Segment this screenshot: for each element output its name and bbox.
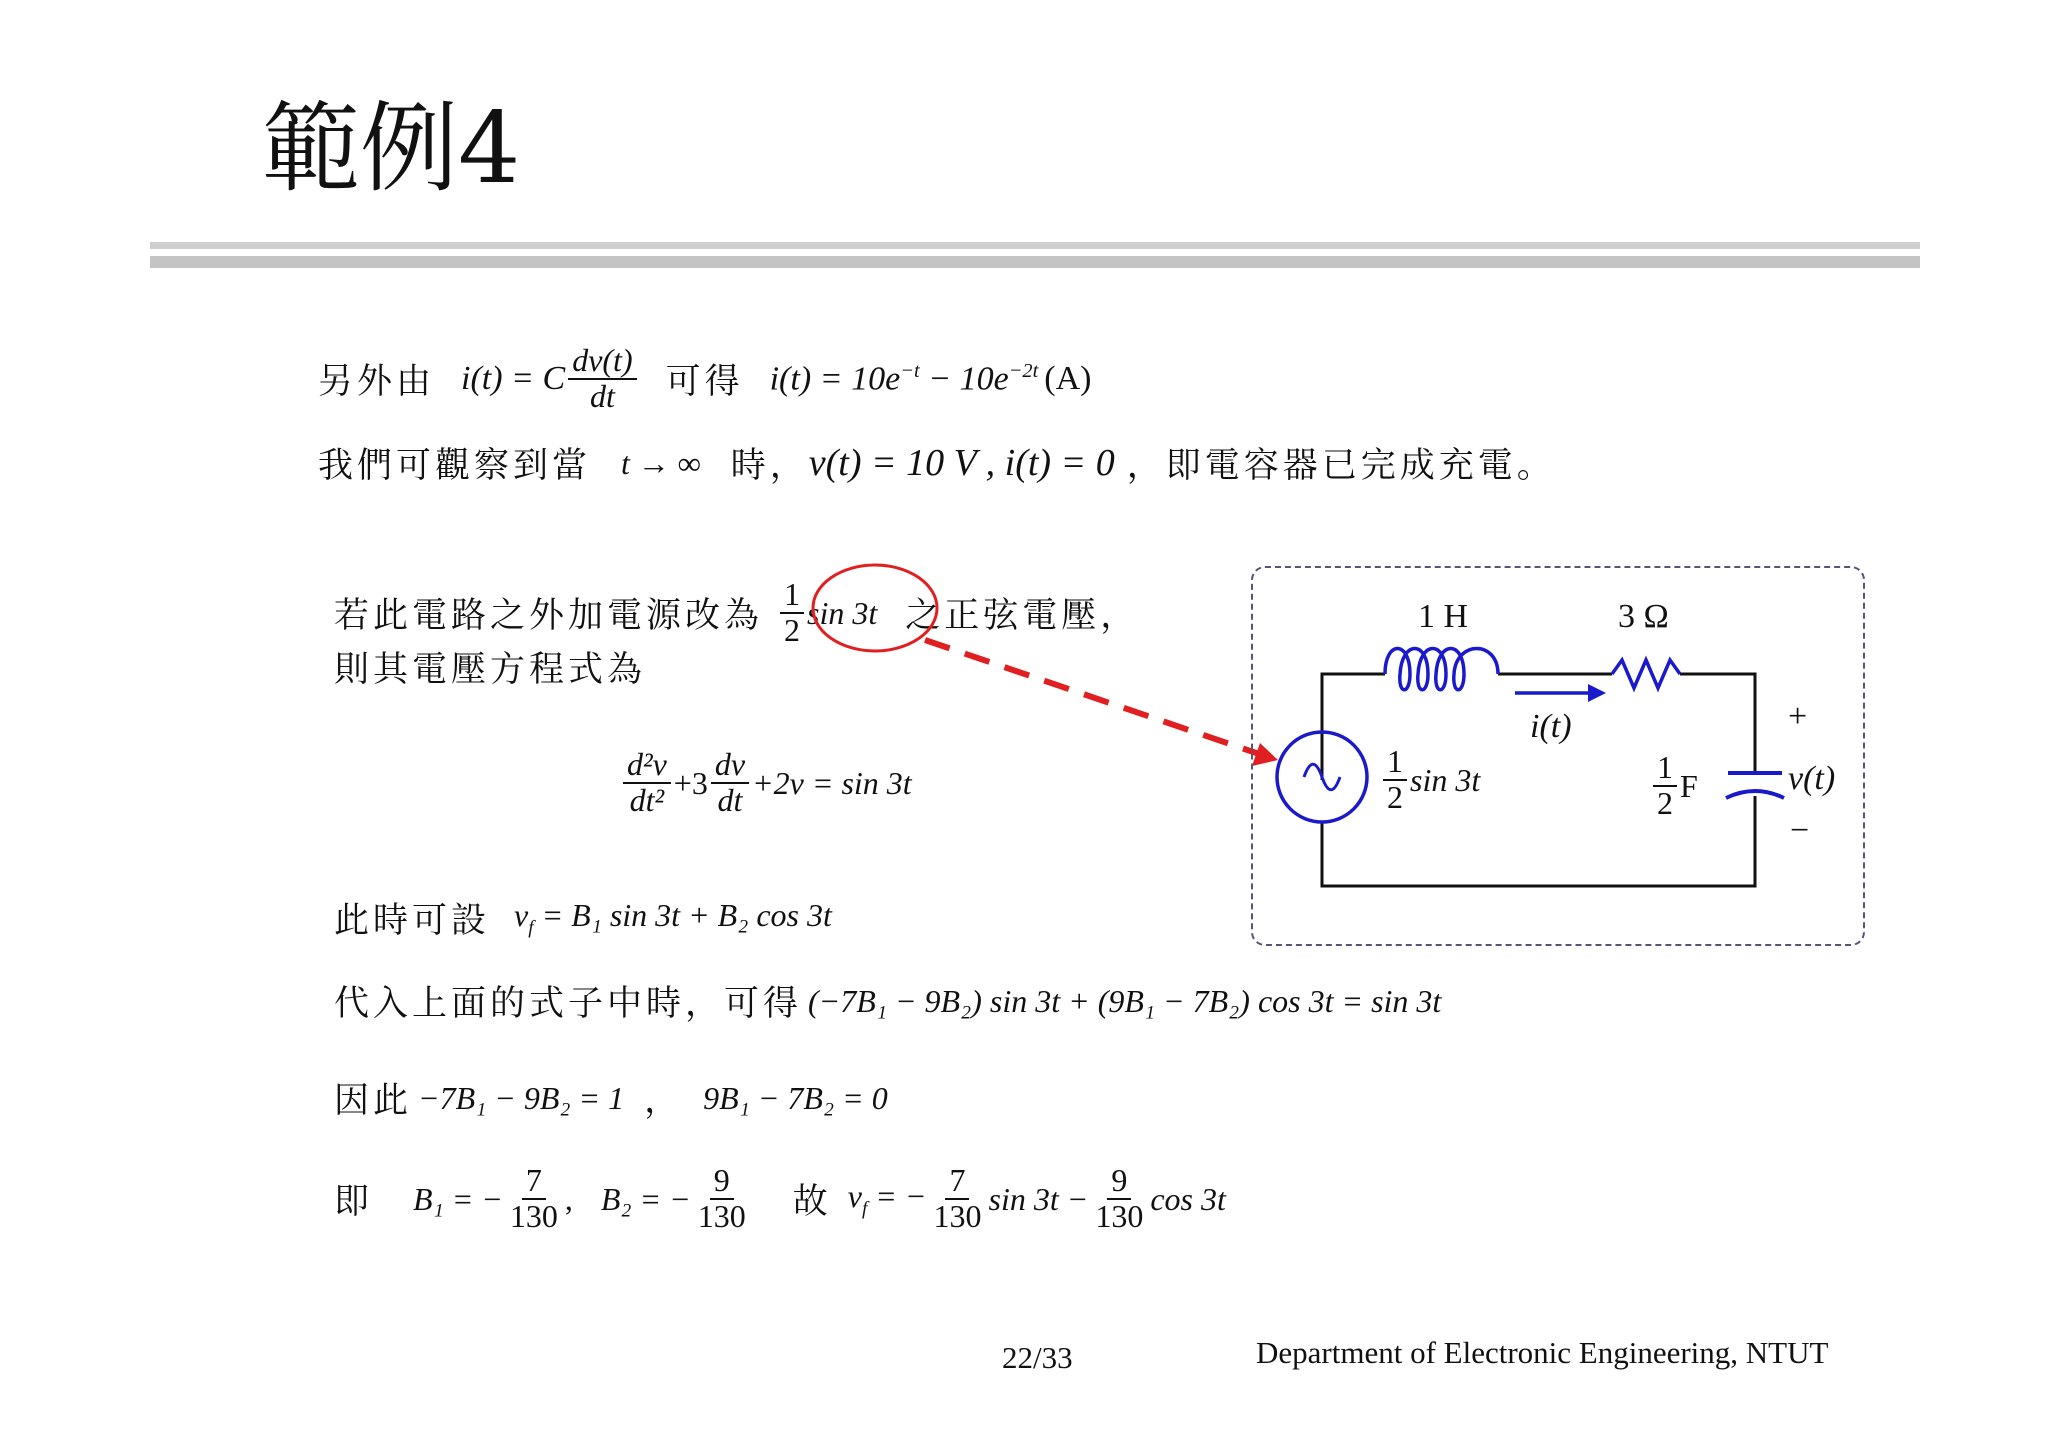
source-label-fn: sin 3t [1410,761,1481,798]
dv: dv [711,748,749,784]
text-kede: 可得 [665,362,744,402]
sep-comma: ， [644,1081,684,1121]
b2-den: 130 [697,1198,746,1234]
text-when: 時， [730,446,809,486]
text-assume: 此時可設 [334,901,491,941]
vf-num2: 9 [1107,1164,1131,1200]
dv-numerator: dv(t) [568,344,636,380]
line-assume [334,893,832,943]
source-label [1380,740,1480,820]
b1-lhs: B₁ = − [413,1180,503,1217]
eq-steady-result: v(t) = 10 V , i(t) = 0 [808,442,1115,484]
vf-eq: = − [875,1177,927,1214]
vf-den2: 130 [1095,1198,1144,1234]
vf-fraction-1 [929,1164,985,1233]
vf-end: cos 3t [1150,1180,1226,1217]
unit-ampere: (A) [1044,360,1092,398]
text-observe: 我們可觀察到當 [318,446,592,486]
b2-num: 9 [710,1164,734,1200]
text-charged: ，即電容器已完成充電。 [1126,446,1556,486]
text-ji: 即 [334,1182,374,1222]
b2-fraction [694,1164,750,1233]
slide-title: 範例4 [262,92,521,206]
dt2: dt² [629,782,665,818]
capacitor-label [1650,744,1698,828]
vf-v: v [514,896,529,933]
vf-mid: sin 3t − [988,1180,1089,1217]
current-label: i(t) [1530,708,1572,745]
eq-dv-dt-fraction [568,344,636,413]
source-label-fraction [1383,745,1407,814]
b1-fraction [506,1164,562,1233]
plus-three: +3 [673,764,708,801]
voltage-plus: + [1788,698,1808,735]
cap-label-den: 2 [1657,785,1673,821]
eq-ode [620,738,912,828]
vf-rhs: = B₁ sin 3t + B₂ cos 3t [541,896,832,933]
voltage-label: v(t) [1788,760,1836,797]
source-label-den: 2 [1387,779,1403,815]
source-sin3t: sin 3t [807,594,878,631]
resistor-label: 3 Ω [1618,598,1669,635]
header-rule-thick [150,256,1920,268]
line-solution [334,1152,1226,1246]
circuit-diagram-box [1251,566,1865,946]
b-comma: , [564,1180,573,1217]
text-lingwai: 另外由 [318,362,436,402]
d2v: d²v [623,748,671,784]
highlight-dashed-arrow [925,640,1262,755]
b1-num: 7 [522,1164,546,1200]
eq-vf-form [514,897,832,939]
cap-label-fraction [1653,751,1677,820]
half-num: 1 [780,578,804,614]
eq-system-2: 9B₁ − 7B₂ = 0 [703,1079,888,1116]
ode-rhs: +2v = sin 3t [752,764,912,801]
inductor-label: 1 H [1418,598,1469,635]
b2-lhs: B₂ = − [600,1180,691,1217]
dt-denominator: dt [589,378,615,414]
vf-lhs [848,1178,927,1220]
text-sine-voltage: 之正弦電壓， [905,596,1140,636]
text-source-change: 若此電路之外加電源改為 [334,596,764,636]
vf-num1: 7 [945,1164,969,1200]
voltage-minus: − [1790,812,1810,849]
text-substitute: 代入上面的式子中時，可得 [334,984,803,1024]
line-substitute [334,973,1441,1029]
exp2: −2t [1008,359,1039,382]
eq-t-to-infinity: t → ∞ [621,444,701,481]
cap-label-num: 1 [1653,751,1677,787]
department-footer: Department of Electronic Engineering, NTUT [1256,1335,1829,1370]
b1-den: 130 [509,1198,558,1234]
ode-second-derivative [623,748,671,817]
text-voltage-equation-is: 則其電壓方程式為 [334,650,647,690]
eq-current-part1: i(t) = 10e [769,360,901,398]
eq-substituted: (−7B₁ − 9B₂) sin 3t + (9B₁ − 7B₂) cos 3t = sin 3t [808,982,1442,1019]
text-gu: 故 [792,1182,832,1222]
half-den: 2 [784,612,801,648]
eq-system-1: −7B₁ − 9B₂ = 1 [418,1079,625,1116]
ode-first-derivative [711,748,749,817]
source-half-fraction [780,578,804,647]
dt: dt [717,782,743,818]
line-current-derivation [318,334,1092,424]
exp1: −t [900,359,920,382]
text-therefore: 因此 [334,1081,413,1121]
header-rule-thin [150,242,1920,249]
vf-den1: 130 [933,1198,982,1234]
vf-fraction-2 [1091,1164,1147,1233]
page-number: 22/33 [1002,1340,1073,1375]
eq-cap-current-lhs: i(t) = C [461,360,566,397]
source-label-num: 1 [1383,745,1407,781]
line-therefore [334,1070,888,1126]
vf-v2: v [847,1177,862,1214]
vf-sub2: f [861,1198,868,1220]
para-line1 [334,576,1139,650]
vf-sub: f [528,917,534,939]
eq-current-solution [770,360,1092,398]
eq-current-part2: − 10e [919,360,1009,398]
cap-label-unit: F [1680,767,1698,804]
line-steady-state [318,438,1556,488]
